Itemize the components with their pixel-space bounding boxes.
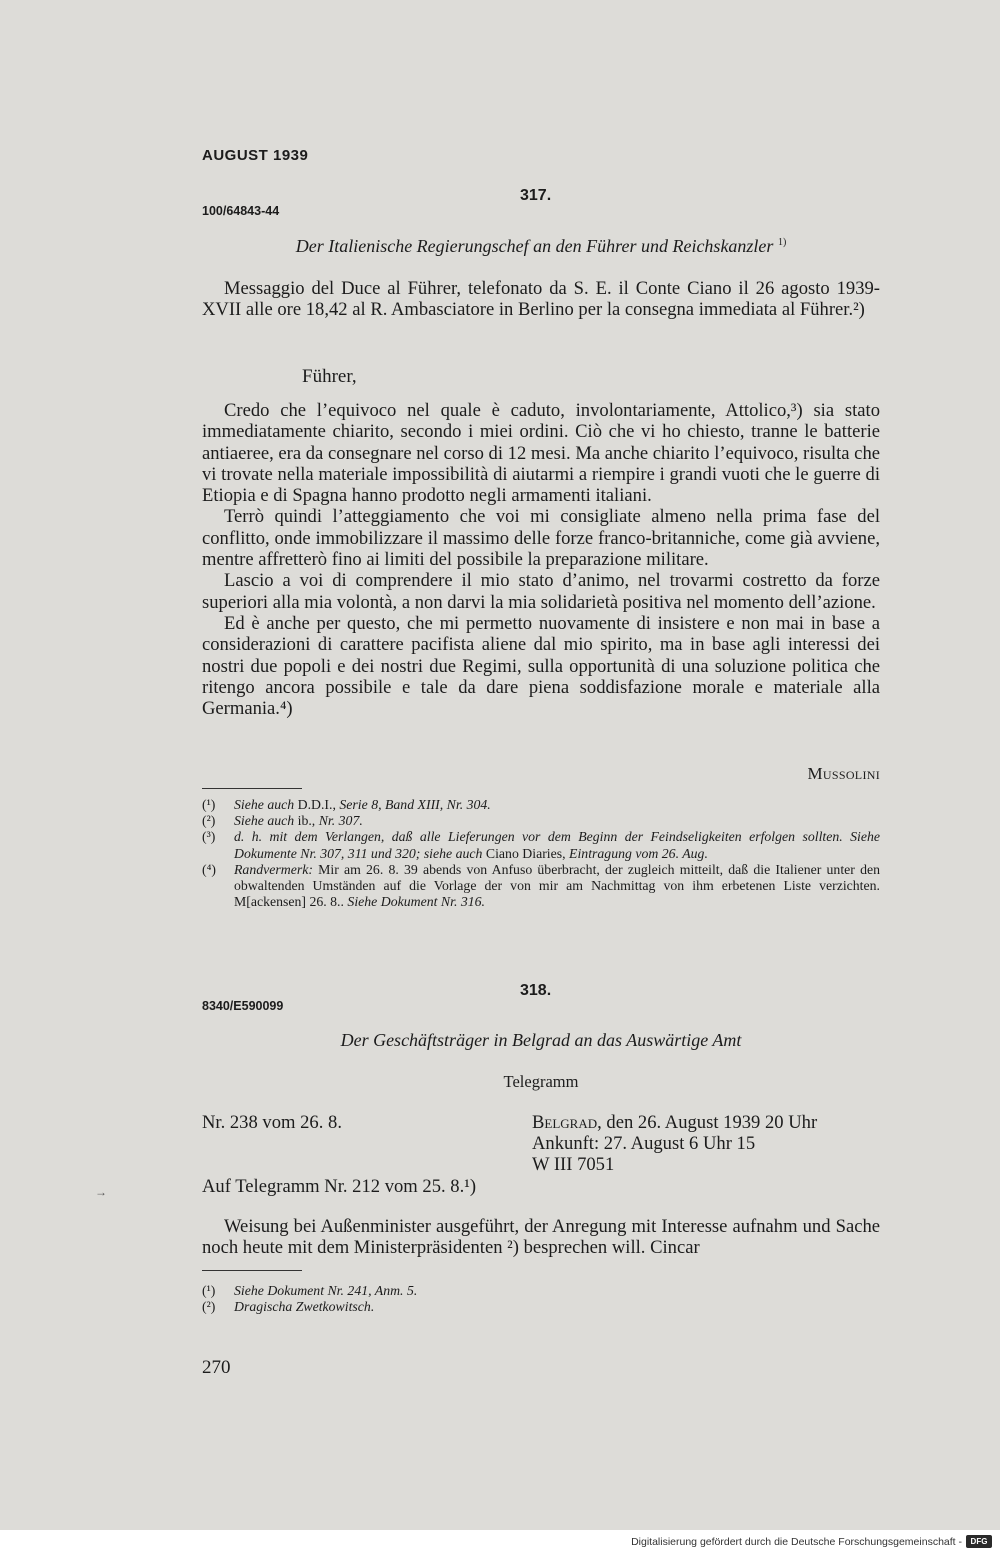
footnote-text bbox=[234, 829, 880, 861]
footnote-divider bbox=[202, 1270, 302, 1271]
document-type: Telegramm bbox=[503, 1072, 579, 1091]
heading-text: Der Italienische Regierungschef an den Führer und Reichskanzler bbox=[295, 236, 774, 256]
footnote-text bbox=[234, 1299, 880, 1315]
file-reference-318: 8340/E590099 bbox=[202, 999, 284, 1013]
footnote-text-segment: Serie 8, Band XIII, Nr. 304. bbox=[339, 797, 491, 812]
footnote-text-segment: Ciano Diaries, bbox=[485, 845, 570, 861]
footnote-text bbox=[234, 813, 880, 829]
footnote bbox=[202, 797, 880, 813]
file-reference-317: 100/64843-44 bbox=[202, 204, 280, 218]
document-number-317: 317. bbox=[520, 187, 552, 204]
footnote-text-segment: d. h. mit dem Verlangen, daß alle Lieferungen vor dem Beginn der Feindseligkeiten erfolgen sollten. Siehe Dokumente Nr. 307, 311 und 320; siehe auch bbox=[234, 829, 880, 861]
footnote bbox=[202, 1299, 880, 1315]
footnote-text-segment: Randvermerk: bbox=[234, 861, 319, 877]
footnote-text bbox=[234, 862, 880, 911]
date-time: , den 26. August 1939 20 Uhr bbox=[597, 1112, 818, 1133]
footnote-number: (¹) bbox=[202, 797, 216, 812]
footnote-text-segment: Siehe Dokument Nr. 241, Anm. 5. bbox=[234, 1283, 418, 1298]
document-number-318: 318. bbox=[520, 982, 552, 999]
footnote bbox=[202, 862, 880, 911]
journal-number: W III 7051 bbox=[532, 1154, 615, 1175]
footnote-text-segment: Siehe auch bbox=[234, 813, 298, 829]
footnote-text-segment: Nr. 307. bbox=[318, 813, 363, 829]
footnote-number: (¹) bbox=[202, 1283, 216, 1298]
intro-text: Messaggio del Duce al Führer, telefonato da S. E. il Conte Ciano il 26 agosto 1939-XVII alle ore 18,42 al R. Ambasciatore in Berlino per la consegna immediata al Führer.²) bbox=[202, 278, 880, 321]
letter-paragraph: Ed è anche per questo, che mi permetto nuovamente di insistere e non mai in base a considerazioni di carattere pacifista aliene dal mio spirito, ma in base agli interessi dei nostri due popoli e dei nostri due Regimi, sulla opportunità di una soluzione politica che ritengo ancora possibile e tale da dare piena soddisfazione morale e materiale alla Germania.⁴) bbox=[202, 612, 880, 720]
footnote-number: (⁴) bbox=[202, 861, 216, 877]
footnote bbox=[202, 813, 880, 829]
place: Belgrad bbox=[532, 1112, 598, 1133]
dfg-logo: DFG bbox=[966, 1535, 992, 1548]
credit-bar bbox=[0, 1530, 1000, 1554]
footnote-text-segment: Mir am 26. 8. 39 abends von Anfuso überbracht, der zugleich mitteilt, daß die Italiener unter den obwaltenden Umständen auf die Vorlage der von mir am Nachmittag von ihm erbetenen Liste verzichten. M[ackensen] 26. 8.. bbox=[234, 861, 880, 910]
salutation: Führer, bbox=[302, 366, 357, 387]
page-number: 270 bbox=[202, 1357, 231, 1378]
footnote-divider bbox=[202, 788, 302, 789]
footnote-text-segment: Eintragung vom 26. Aug. bbox=[569, 845, 708, 861]
footnote-text bbox=[234, 1283, 880, 1299]
footnote-text-segment: Siehe auch bbox=[234, 797, 298, 812]
arrival-line: Ankunft: 27. August 6 Uhr 15 bbox=[532, 1133, 756, 1154]
footnote-number: (³) bbox=[202, 829, 216, 845]
footnote-number: (²) bbox=[202, 813, 216, 829]
footnotes-318 bbox=[202, 1283, 880, 1315]
telegram-number: Nr. 238 vom 26. 8. bbox=[202, 1112, 342, 1133]
telegram-body bbox=[202, 1216, 880, 1259]
heading-footnote-ref: 1) bbox=[777, 237, 787, 248]
running-head: AUGUST 1939 bbox=[202, 147, 309, 164]
letter-paragraph: Terrò quindi l’atteggiamento che voi mi consigliate almeno nella prima fase del conflitto, onde immobilizzare il massimo delle forze franco-britanniche, come già avviene, mentre affretterò fino ai limiti del possibile la preparazione militare. bbox=[202, 506, 880, 571]
footnote-text bbox=[234, 797, 880, 813]
footnote-text-segment: Dragischa Zwetkowitsch. bbox=[234, 1299, 375, 1315]
telegram-text: Weisung bei Außenminister ausgeführt, der Anregung mit Interesse aufnahm und Sache noch heute mit dem Ministerpräsidenten ²) besprechen will. Cincar bbox=[202, 1216, 880, 1259]
footnote-text-segment: ib., bbox=[297, 813, 319, 829]
footnote bbox=[202, 1283, 880, 1299]
signature: Mussolini bbox=[807, 764, 880, 783]
footnote bbox=[202, 829, 880, 861]
footnotes-317 bbox=[202, 797, 880, 910]
credit-text: Digitalisierung gefördert durch die Deutsche Forschungsgemeinschaft - bbox=[631, 1536, 962, 1548]
letter-paragraph: Lascio a voi di comprendere il mio stato d’animo, nel trovarmi costretto da forze superiori alla mia volontà, a non darvi la mia solidarietà positiva nel momento dell’azione. bbox=[202, 570, 880, 613]
telegram-reference: Auf Telegramm Nr. 212 vom 25. 8.¹) bbox=[202, 1176, 477, 1197]
margin-mark: → bbox=[95, 1185, 107, 1199]
footnote-number: (²) bbox=[202, 1299, 216, 1315]
intro-paragraph bbox=[202, 278, 880, 321]
date-line bbox=[532, 1112, 892, 1133]
letter-paragraph: Credo che l’equivoco nel quale è caduto, involontariamente, Attolico,³) sia stato immediatamente chiarito, secondo i miei ordini. Ciò che vi ho chiesto, tranne le batterie antiaeree, era da consegnare nel corso di 12 mesi. Ma anche chiarito l’equivoco, risulta che vi trovate nella materiale impossibilità di aiutarmi a riempire i grandi vuoti che le guerre di Etiopia e di Spagna hanno prodotto negli armamenti italiani. bbox=[202, 400, 880, 507]
letter-body bbox=[202, 400, 880, 719]
footnote-text-segment: D.D.I., bbox=[297, 797, 340, 812]
document-heading-317 bbox=[202, 236, 880, 257]
footnote-text-segment: Siehe Dokument Nr. 316. bbox=[347, 894, 485, 910]
document-heading-318: Der Geschäftsträger in Belgrad an das Auswärtige Amt bbox=[340, 1030, 742, 1050]
telegram-header bbox=[532, 1112, 892, 1175]
